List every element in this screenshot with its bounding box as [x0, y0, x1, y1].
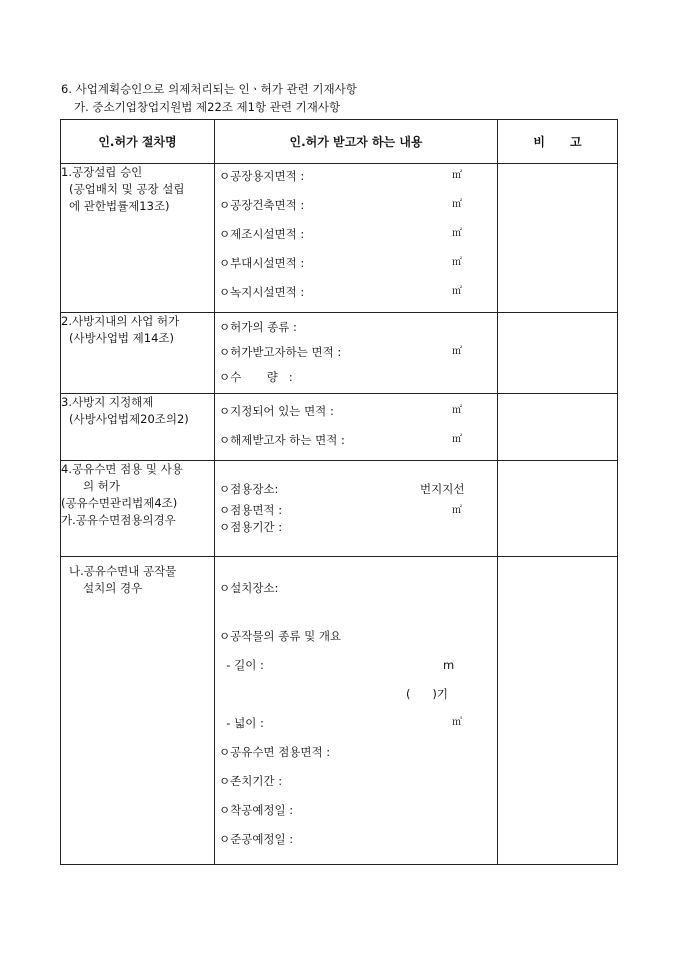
header-remarks: 비 고	[498, 120, 618, 164]
permit-content-cell	[215, 461, 498, 557]
procedure-title: 2.사방지내의 사업 허가	[61, 314, 180, 328]
list-item: ㅇ공장용지면적 : ㎡	[219, 169, 462, 183]
remarks-cell	[498, 394, 618, 461]
procedure-name-cell	[61, 557, 215, 865]
procedure-title: 4.공유수면 점용 및 사용	[61, 462, 183, 476]
list-item: ㅇ공작물의 종류 및 개요	[219, 629, 342, 643]
remarks-cell	[498, 313, 618, 394]
procedure-name-cell	[61, 461, 215, 557]
list-item: ㅇ공장건축면적 : ㎡	[219, 198, 462, 212]
procedure-law: 에 관한법률제13조)	[69, 199, 170, 213]
list-item: ㅇ설치장소:	[219, 581, 279, 595]
list-item: - 길이 : m	[219, 658, 455, 672]
table-row	[61, 313, 618, 394]
list-item: ㅇ수 량 :	[219, 370, 293, 384]
list-item: ㅇ점용기간 :	[219, 520, 283, 534]
table-row	[61, 394, 618, 461]
list-item: ㅇ공유수면 점용면적 :	[219, 745, 331, 759]
permit-content-cell	[215, 164, 498, 313]
table-row	[61, 461, 618, 557]
procedure-law: (공유수면관리법제4조)	[61, 496, 178, 510]
permit-content-cell	[215, 394, 498, 461]
table-header-row	[61, 120, 618, 164]
list-item: ㅇ점용면적 : ㎡	[219, 503, 462, 517]
procedure-subtype: 나.공유수면내 공작물	[69, 564, 177, 578]
subsection-heading: 가. 중소기업창업지원법 제22조 제1항 관련 기재사항	[74, 100, 341, 114]
header-permit-content: 인.허가 받고자 하는 내용	[215, 120, 498, 164]
section-heading: 6. 사업계획승인으로 의제처리되는 인ㆍ허가 관련 기재사항	[61, 82, 357, 96]
list-item: ㅇ점용장소: 번지지선	[219, 482, 465, 496]
list-item: - 넓이 : ㎥	[219, 716, 462, 730]
procedure-law: (공업배치 및 공장 설립	[69, 182, 185, 196]
list-item: ㅇ부대시설면적 : ㎡	[219, 256, 462, 270]
remarks-cell	[498, 557, 618, 865]
remarks-cell	[498, 164, 618, 313]
procedure-subtype-cont: 설치의 경우	[83, 581, 143, 595]
list-item: ㅇ존치기간 :	[219, 774, 283, 788]
list-item: ㅇ허가의 종류 :	[219, 320, 297, 334]
list-item: ( )기	[406, 687, 449, 701]
procedure-name-cell	[61, 164, 215, 313]
procedure-law: (사방사업법제20조의2)	[69, 412, 189, 426]
table-row	[61, 164, 618, 313]
procedure-title-cont: 의 허가	[83, 479, 120, 493]
list-item: ㅇ착공예정일 :	[219, 803, 294, 817]
list-item: ㅇ해제받고자 하는 면적 : ㎡	[219, 433, 462, 447]
procedure-subtype: 가.공유수면점용의경우	[61, 513, 176, 527]
table-row	[61, 557, 618, 865]
procedure-name-cell	[61, 313, 215, 394]
procedure-law: (사방사업법 제14조)	[69, 331, 175, 345]
permit-content-cell	[215, 557, 498, 865]
permit-table	[60, 119, 618, 865]
procedure-name-cell	[61, 394, 215, 461]
header-procedure-name: 인.허가 절차명	[61, 120, 215, 164]
list-item: ㅇ녹지시설면적 : ㎡	[219, 285, 462, 299]
list-item: ㅇ제조시설면적 : ㎡	[219, 227, 462, 241]
permit-content-cell	[215, 313, 498, 394]
list-item: ㅇ허가받고자하는 면적 : ㎡	[219, 345, 462, 359]
procedure-title: 3.사방지 지정해제	[61, 395, 154, 409]
list-item: ㅇ준공예정일 :	[219, 832, 294, 846]
procedure-title: 1.공장설립 승인	[61, 165, 143, 179]
list-item: ㅇ지정되어 있는 면적 : ㎡	[219, 404, 462, 418]
remarks-cell	[498, 461, 618, 557]
